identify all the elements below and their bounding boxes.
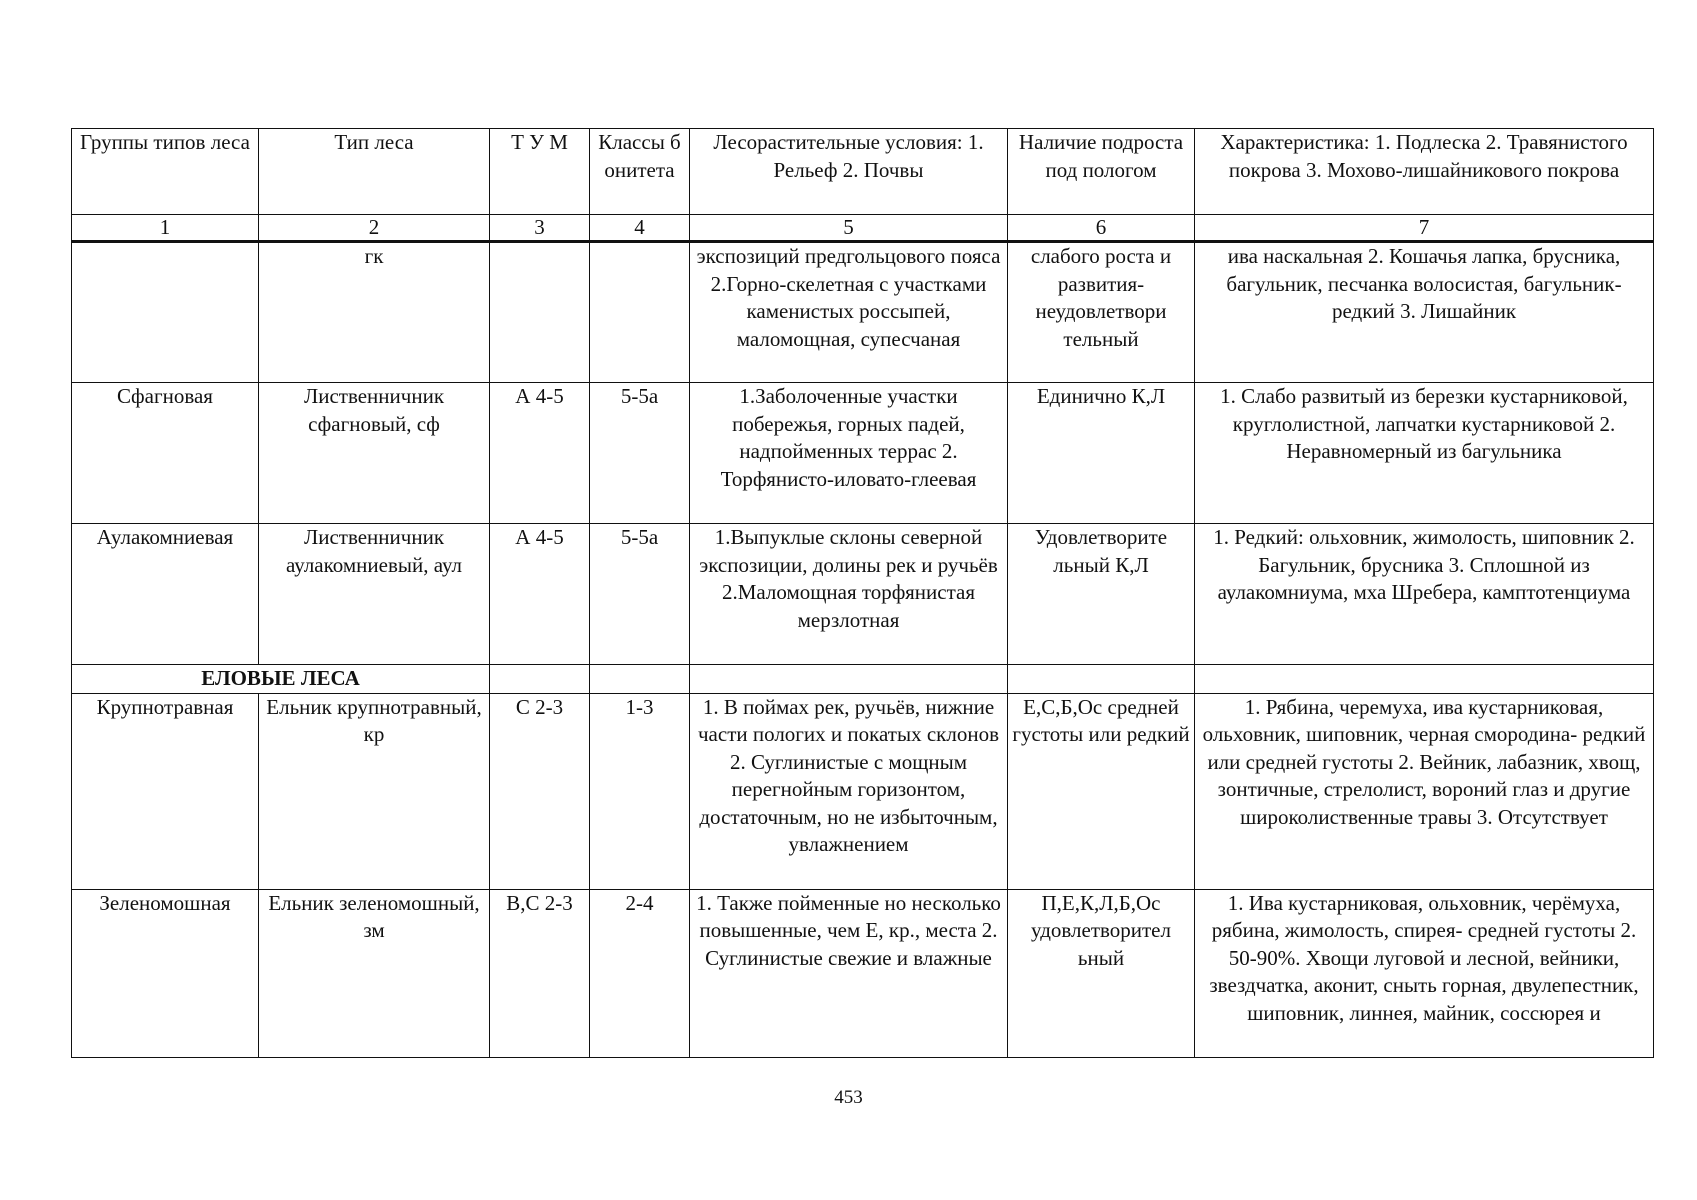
column-number-row <box>72 215 1654 242</box>
table-row <box>72 693 1654 889</box>
header-bonitet-class: Классы бонитета <box>590 129 690 215</box>
header-tum: Т У М <box>490 129 590 215</box>
cell-undergrowth: Единично К,Л <box>1008 383 1195 524</box>
cell-characteristic: 1. Ива кустарниковая, ольховник, черёмуха, рябина, жимолость, спирея- средней густоты 2. 50-90%. Хвощи луговой и лесной, вейники, звездчатка, аконит, сныть горная, двулепестник, шиповник, линнея, майник, соссюрея и <box>1195 889 1654 1057</box>
cell-tum: С 2-3 <box>490 693 590 889</box>
header-forest-type: Тип леса <box>259 129 490 215</box>
cell-type: Ельник зеленомошный, зм <box>259 889 490 1057</box>
empty-cell <box>1195 665 1654 694</box>
table-row <box>72 383 1654 524</box>
cell-conditions: 1. Также пойменные но несколько повышенные, чем Е, кр., места 2. Суглинистые свежие и влажные <box>690 889 1008 1057</box>
cell-undergrowth: Удовлетворите льный К,Л <box>1008 524 1195 665</box>
cell-conditions: экспозиций предгольцового пояса 2.Горно-скелетная с участками каменистых россыпей, маломощная, супесчаная <box>690 242 1008 383</box>
cell-undergrowth: П,Е,К,Л,Б,Ос удовлетворител ьный <box>1008 889 1195 1057</box>
section-row <box>72 665 1654 694</box>
cell-bonitet <box>590 242 690 383</box>
cell-tum <box>490 242 590 383</box>
section-title: ЕЛОВЫЕ ЛЕСА <box>72 665 490 694</box>
cell-group: Крупнотравная <box>72 693 259 889</box>
cell-conditions: 1.Выпуклые склоны северной экспозиции, долины рек и ручьёв 2.Маломощная торфянистая мерзлотная <box>690 524 1008 665</box>
header-characteristic: Характеристика: 1. Подлеска 2. Травянистого покрова 3. Мохово-лишайникового покрова <box>1195 129 1654 215</box>
cell-characteristic: ива наскальная 2. Кошачья лапка, брусника, багульник, песчанка волосистая, багульник- редкий 3. Лишайник <box>1195 242 1654 383</box>
cell-type: гк <box>259 242 490 383</box>
table-row <box>72 242 1654 383</box>
cell-tum: А 4-5 <box>490 383 590 524</box>
column-number: 1 <box>72 215 259 242</box>
page-number: 453 <box>834 1087 863 1108</box>
cell-group <box>72 242 259 383</box>
table-row <box>72 889 1654 1057</box>
cell-bonitet: 5-5а <box>590 524 690 665</box>
empty-cell <box>490 665 590 694</box>
cell-tum: А 4-5 <box>490 524 590 665</box>
column-number: 6 <box>1008 215 1195 242</box>
cell-bonitet: 5-5а <box>590 383 690 524</box>
cell-bonitet: 1-3 <box>590 693 690 889</box>
header-row <box>72 129 1654 215</box>
empty-cell <box>690 665 1008 694</box>
cell-type: Ельник крупнотравный, кр <box>259 693 490 889</box>
column-number: 3 <box>490 215 590 242</box>
header-growing-conditions: Лесорастительные условия: 1. Рельеф 2. Почвы <box>690 129 1008 215</box>
empty-cell <box>590 665 690 694</box>
cell-undergrowth: Е,С,Б,Ос средней густоты или редкий <box>1008 693 1195 889</box>
column-number: 5 <box>690 215 1008 242</box>
cell-characteristic: 1. Рябина, черемуха, ива кустарниковая, ольховник, шиповник, черная смородина- редкий или средней густоты 2. Вейник, лабазник, хвощ, зонтичные, стрелолист, вороний глаз и другие широколиственные травы 3. Отсутствует <box>1195 693 1654 889</box>
cell-type: Лиственничник сфагновый, сф <box>259 383 490 524</box>
column-number: 7 <box>1195 215 1654 242</box>
forest-types-table <box>71 128 1654 1058</box>
cell-characteristic: 1. Слабо развитый из березки кустарниковой, круглолистной, лапчатки кустарниковой 2. Неравномерный из багульника <box>1195 383 1654 524</box>
cell-undergrowth: слабого роста и развития- неудовлетвори тельный <box>1008 242 1195 383</box>
cell-conditions: 1.Заболоченные участки побережья, горных падей, надпойменных террас 2. Торфянисто-иловато-глеевая <box>690 383 1008 524</box>
header-undergrowth: Наличие подроста под пологом <box>1008 129 1195 215</box>
column-number: 4 <box>590 215 690 242</box>
cell-bonitet: 2-4 <box>590 889 690 1057</box>
header-forest-group: Группы типов леса <box>72 129 259 215</box>
cell-tum: В,С 2-3 <box>490 889 590 1057</box>
column-number: 2 <box>259 215 490 242</box>
empty-cell <box>1008 665 1195 694</box>
cell-group: Аулакомниевая <box>72 524 259 665</box>
cell-group: Зеленомошная <box>72 889 259 1057</box>
cell-characteristic: 1. Редкий: ольховник, жимолость, шиповник 2. Багульник, брусника 3. Сплошной из аулакомниума, мха Шребера, камптотенциума <box>1195 524 1654 665</box>
cell-group: Сфагновая <box>72 383 259 524</box>
cell-type: Лиственничник аулакомниевый, аул <box>259 524 490 665</box>
cell-conditions: 1. В поймах рек, ручьёв, нижние части пологих и покатых склонов 2. Суглинистые с мощным перегнойным горизонтом, достаточным, но не избыточным, увлажнением <box>690 693 1008 889</box>
table-row <box>72 524 1654 665</box>
